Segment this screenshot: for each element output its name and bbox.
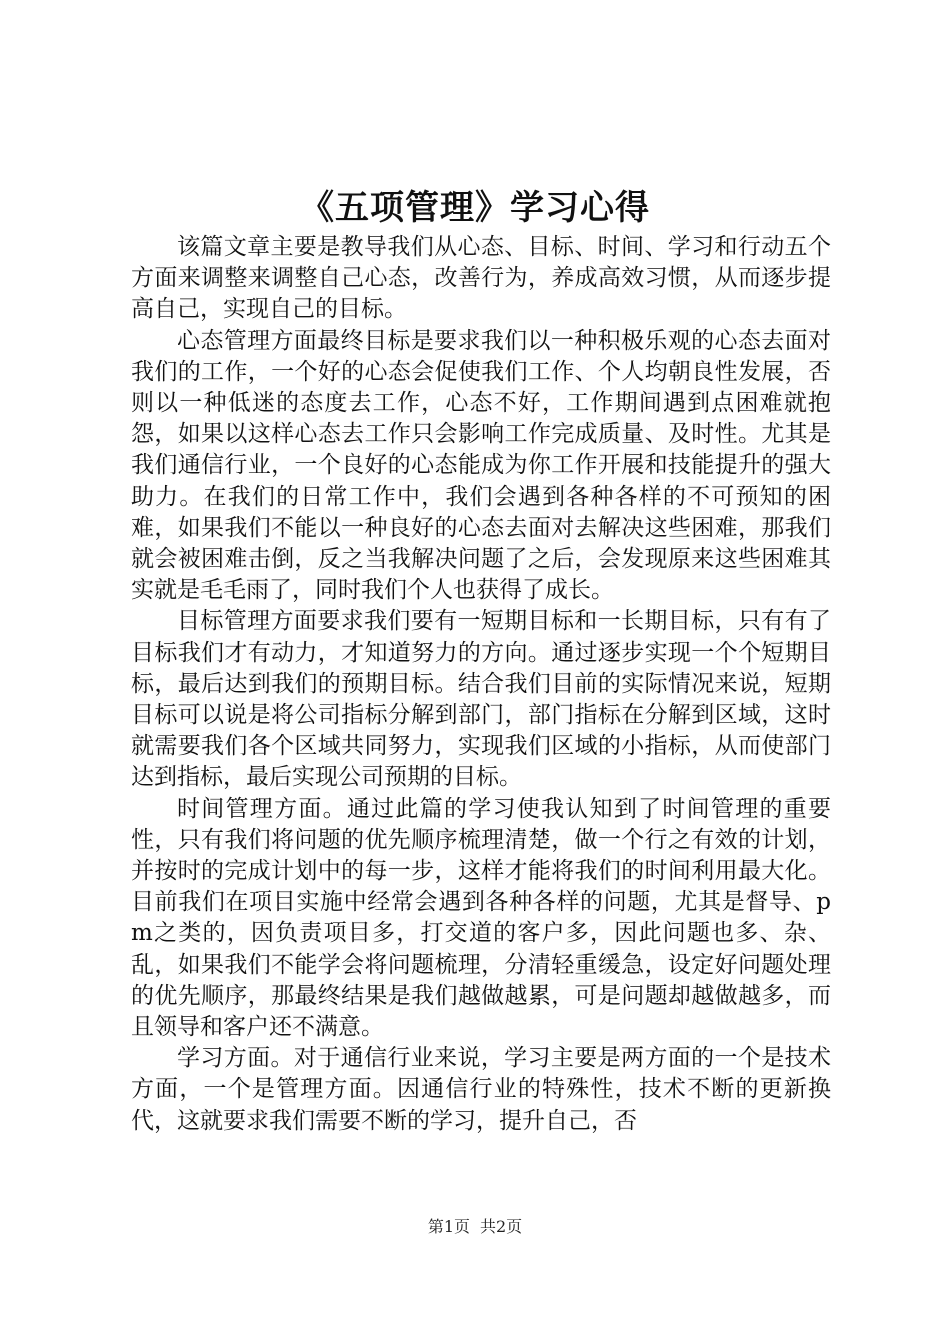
paragraph-intro: 该篇文章主要是教导我们从心态、目标、时间、学习和行动五个方面来调整来调整自己心态，改善行为，养成高效习惯，从而逐步提高自己，实现自己的目标。 (131, 234, 831, 323)
page-number: 第1页 (427, 1217, 470, 1236)
page-total: 共2页 (480, 1217, 523, 1236)
paragraph-learning: 学习方面。对于通信行业来说，学习主要是两方面的一个是技术方面，一个是管理方面。因通信行业的特殊性，技术不断的更新换代，这就要求我们需要不断的学习，提升自己，否 (131, 1045, 831, 1134)
paragraph-mindset: 心态管理方面最终目标是要求我们以一种积极乐观的心态去面对我们的工作，一个好的心态会促使我们工作、个人均朝良性发展，否则以一种低迷的态度去工作，心态不好，工作期间遇到点困难就抱怨，如果以这样心态去工作只会影响工作完成质量、及时性。尤其是我们通信行业，一个良好的心态能成为你工作开展和技能提升的强大助力。在我们的日常工作中，我们会遇到各种各样的不可预知的困难，如果我们不能以一种良好的心态去面对去解决这些困难，那我们就会被困难击倒，反之当我解决问题了之后，会发现原来这些困难其实就是毛毛雨了，同时我们个人也获得了成长。 (131, 327, 831, 604)
paragraph-time: 时间管理方面。通过此篇的学习使我认知到了时间管理的重要性，只有我们将问题的优先顺序梳理清楚，做一个行之有效的计划，并按时的完成计划中的每一步，这样才能将我们的时间利用最大化。目前我们在项目实施中经常会遇到各种各样的问题，尤其是督导、pm之类的，因负责项目多，打交道的客户多，因此问题也多、杂、乱，如果我们不能学会将问题梳理，分清轻重缓急，设定好问题处理的优先顺序，那最终结果是我们越做越累，可是问题却越做越多，而且领导和客户还不满意。 (131, 795, 831, 1041)
document-body (131, 232, 831, 1137)
document-title: 《五项管理》学习心得 (300, 188, 650, 228)
page-footer (0, 1215, 950, 1239)
paragraph-goals: 目标管理方面要求我们要有一短期目标和一长期目标，只有有了目标我们才有动力，才知道努力的方向。通过逐步实现一个个短期目标，最后达到我们的预期目标。结合我们目前的实际情况来说，短期目标可以说是将公司指标分解到部门，部门指标在分解到区域，这时就需要我们各个区域共同努力，实现我们区域的小指标，从而使部门达到指标，最后实现公司预期的目标。 (131, 608, 831, 791)
